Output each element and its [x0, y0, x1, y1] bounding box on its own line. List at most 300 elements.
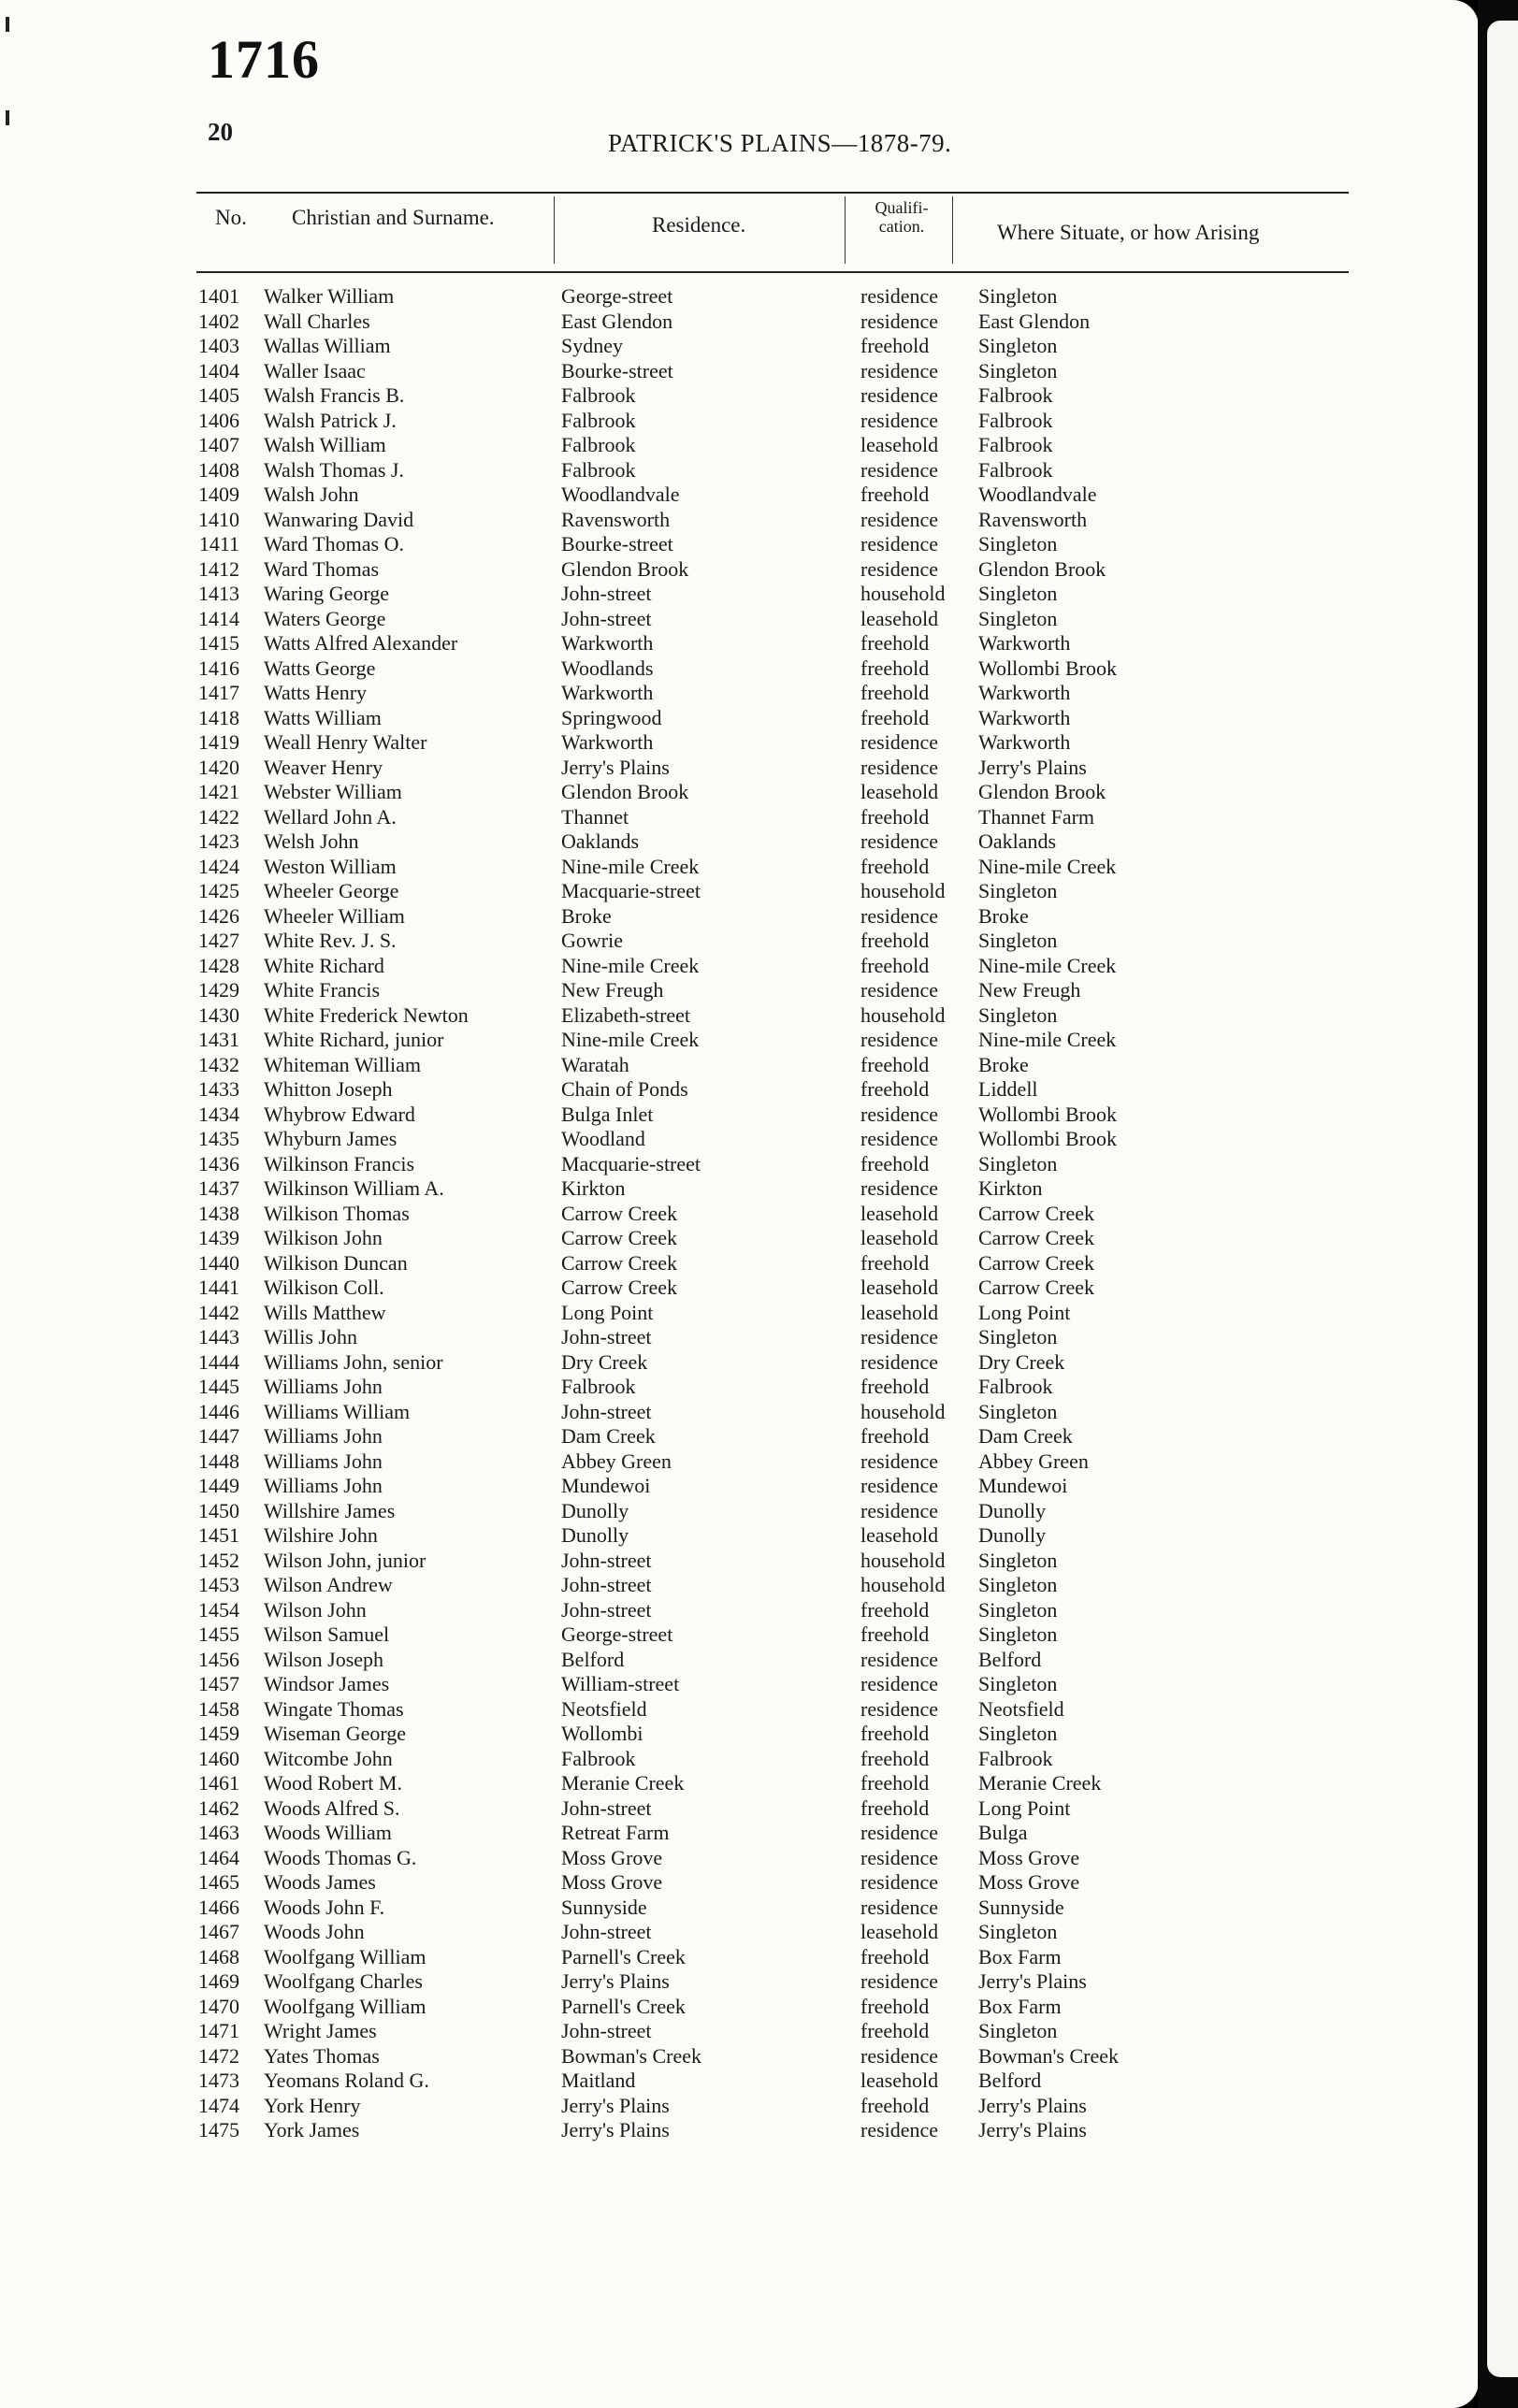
entry-name: Wilkinson William A.: [264, 1176, 444, 1200]
table-row: [0, 1400, 1478, 1425]
entry-qualification: household: [860, 1399, 946, 1423]
entry-residence: Retreat Farm: [561, 1821, 670, 1844]
table-row: [0, 631, 1478, 656]
entry-number: 1414: [198, 606, 239, 630]
entry-residence: Wollombi: [561, 1722, 643, 1745]
entry-residence: John-street: [561, 1399, 652, 1423]
entry-residence: Warkworth: [561, 631, 654, 655]
entry-number: 1434: [198, 1102, 239, 1126]
table-row: [0, 1870, 1478, 1896]
entry-name: Yeomans Roland G.: [264, 2069, 429, 2092]
entry-number: 1413: [198, 582, 239, 605]
entry-number: 1460: [198, 1746, 239, 1770]
entry-residence: Jerry's Plains: [561, 1969, 670, 1993]
entry-qualification: leasehold: [860, 1523, 939, 1547]
entry-number: 1428: [198, 953, 239, 977]
entry-qualification: leasehold: [860, 1300, 939, 1324]
entry-residence: Jerry's Plains: [561, 2093, 670, 2117]
entry-where: Singleton: [978, 606, 1058, 630]
entry-name: Wood Robert M.: [264, 1771, 402, 1795]
entry-number: 1475: [198, 2118, 239, 2141]
entry-residence: Parnell's Creek: [561, 1994, 686, 2018]
entry-qualification: freehold: [860, 804, 930, 829]
entry-qualification: residence: [860, 358, 939, 382]
entry-where: Thannet Farm: [978, 804, 1095, 829]
entry-residence: Carrow Creek: [561, 1201, 678, 1225]
table-row: [0, 284, 1478, 310]
entry-where: Bulga: [978, 1821, 1028, 1844]
entry-residence: Glendon Brook: [561, 780, 689, 803]
entry-qualification: freehold: [860, 1994, 930, 2018]
entry-qualification: household: [860, 879, 946, 902]
table-row: [0, 1350, 1478, 1376]
table-row: [0, 1573, 1478, 1598]
entry-where: Box Farm: [978, 1944, 1062, 1968]
entry-where: Falbrook: [978, 1746, 1053, 1770]
table-row: [0, 1003, 1478, 1029]
entry-qualification: residence: [860, 755, 939, 779]
margin-mark: [6, 17, 9, 32]
entry-number: 1465: [198, 1870, 239, 1894]
entry-name: Weall Henry Walter: [264, 730, 427, 754]
column-divider: [554, 196, 555, 264]
table-row: [0, 829, 1478, 855]
entry-number: 1450: [198, 1498, 239, 1522]
entry-number: 1406: [198, 408, 239, 432]
entry-qualification: residence: [860, 383, 939, 407]
entry-residence: Elizabeth-street: [561, 1002, 691, 1027]
entry-qualification: freehold: [860, 2093, 930, 2117]
entry-qualification: leasehold: [860, 1276, 939, 1299]
entry-where: Singleton: [978, 2019, 1058, 2042]
table-row: [0, 1747, 1478, 1772]
entry-qualification: freehold: [860, 854, 930, 878]
entry-residence: Belford: [561, 1647, 625, 1671]
entry-qualification: residence: [860, 1449, 939, 1473]
entry-name: Woods James: [264, 1870, 376, 1894]
entry-where: Warkworth: [978, 730, 1071, 754]
entry-number: 1438: [198, 1201, 239, 1225]
entry-number: 1433: [198, 1077, 239, 1101]
entry-residence: Falbrook: [561, 408, 636, 432]
entry-name: Watts Alfred Alexander: [264, 631, 458, 655]
entry-where: Ravensworth: [978, 507, 1088, 531]
table-row: [0, 409, 1478, 434]
entry-where: Kirkton: [978, 1176, 1043, 1200]
entry-qualification: leasehold: [860, 433, 939, 456]
entry-residence: Long Point: [561, 1300, 654, 1324]
entry-number: 1441: [198, 1276, 239, 1299]
entry-number: 1401: [198, 284, 239, 308]
entry-qualification: residence: [860, 1696, 939, 1721]
entry-number: 1467: [198, 1920, 239, 1943]
entry-where: Singleton: [978, 1548, 1058, 1572]
column-divider: [845, 196, 846, 264]
entry-qualification: leasehold: [860, 780, 939, 803]
entry-name: Wilkison John: [264, 1226, 383, 1249]
entry-qualification: freehold: [860, 1771, 930, 1795]
entry-residence: Bourke-street: [561, 358, 673, 382]
entry-where: Wollombi Brook: [978, 1127, 1117, 1150]
entry-qualification: residence: [860, 1028, 939, 1051]
entry-name: Whyburn James: [264, 1127, 398, 1150]
entry-qualification: residence: [860, 1127, 939, 1150]
entry-name: Williams John: [264, 1424, 383, 1448]
table-row: [0, 1672, 1478, 1697]
entry-number: 1432: [198, 1052, 239, 1076]
table-row: [0, 607, 1478, 632]
table-row: [0, 1796, 1478, 1822]
entry-name: Waller Isaac: [264, 358, 366, 382]
entry-name: Wall Charles: [264, 309, 370, 333]
entry-name: Wilson Joseph: [264, 1647, 384, 1671]
entry-where: Dunolly: [978, 1498, 1047, 1522]
table-row: [0, 756, 1478, 781]
entry-residence: Moss Grove: [561, 1845, 663, 1869]
entry-where: Moss Grove: [978, 1870, 1080, 1894]
entry-qualification: residence: [860, 309, 939, 333]
table-row: [0, 1474, 1478, 1499]
entry-qualification: freehold: [860, 483, 930, 506]
entry-qualification: freehold: [860, 1795, 930, 1820]
table-row: [0, 1821, 1478, 1846]
entry-qualification: freehold: [860, 929, 930, 952]
entry-name: Welsh John: [264, 829, 359, 853]
entry-where: Warkworth: [978, 681, 1071, 704]
entry-where: Long Point: [978, 1300, 1071, 1324]
entry-qualification: household: [860, 1573, 946, 1596]
entry-residence: John-street: [561, 2019, 652, 2042]
entry-residence: Falbrook: [561, 383, 636, 407]
entry-qualification: freehold: [860, 705, 930, 729]
entry-qualification: freehold: [860, 1375, 930, 1398]
entry-name: White Rev. J. S.: [264, 929, 397, 952]
entry-residence: Mundewoi: [561, 1474, 651, 1497]
entry-qualification: residence: [860, 556, 939, 581]
entry-number: 1464: [198, 1845, 239, 1869]
entry-residence: John-street: [561, 1573, 652, 1596]
entry-qualification: freehold: [860, 1722, 930, 1745]
header-where: Where Situate, or how Arising: [997, 221, 1260, 244]
table-row: [0, 2019, 1478, 2044]
entry-qualification: residence: [860, 1102, 939, 1126]
entry-where: East Glendon: [978, 309, 1091, 333]
entry-qualification: household: [860, 1002, 946, 1027]
entry-residence: Bowman's Creek: [561, 2043, 701, 2068]
entry-residence: John-street: [561, 606, 652, 630]
entry-name: Wiseman George: [264, 1722, 407, 1745]
entry-where: Singleton: [978, 879, 1058, 902]
entry-where: Broke: [978, 903, 1029, 928]
table-row: [0, 904, 1478, 930]
entry-number: 1426: [198, 903, 239, 928]
header-qualification: Qualifi-cation.: [875, 198, 929, 236]
entry-number: 1424: [198, 854, 239, 878]
entry-residence: Dunolly: [561, 1523, 629, 1547]
entry-name: Williams William: [264, 1399, 411, 1423]
entry-number: 1461: [198, 1771, 239, 1795]
table-row: [0, 656, 1478, 682]
table-row: [0, 1523, 1478, 1549]
entry-name: Watts William: [264, 705, 382, 729]
table-row: [0, 954, 1478, 979]
entry-name: Willshire James: [264, 1498, 396, 1522]
entry-name: Willis John: [264, 1325, 357, 1348]
entry-number: 1422: [198, 804, 239, 829]
entry-where: Nine-mile Creek: [978, 1028, 1117, 1051]
entry-name: Webster William: [264, 780, 402, 803]
entry-residence: Dam Creek: [561, 1424, 656, 1448]
entry-name: Wright James: [264, 2019, 377, 2042]
entry-number: 1431: [198, 1028, 239, 1051]
entry-name: York Henry: [264, 2093, 361, 2117]
entry-name: Walsh Thomas J.: [264, 457, 404, 482]
entry-number: 1415: [198, 631, 239, 655]
entry-where: Dry Creek: [978, 1349, 1065, 1374]
table-row: [0, 532, 1478, 557]
entry-residence: Broke: [561, 903, 612, 928]
entry-residence: Springwood: [561, 705, 662, 729]
entry-number: 1418: [198, 705, 239, 729]
entry-where: Jerry's Plains: [978, 2093, 1087, 2117]
entry-qualification: residence: [860, 2043, 939, 2068]
column-divider: [952, 196, 953, 264]
entry-name: Woods Alfred S.: [264, 1795, 400, 1820]
entry-residence: Ravensworth: [561, 507, 671, 531]
entry-where: Singleton: [978, 532, 1058, 555]
table-row: [0, 1722, 1478, 1747]
entry-qualification: freehold: [860, 1151, 930, 1175]
entry-where: Wollombi Brook: [978, 1102, 1117, 1126]
table-row: [0, 978, 1478, 1003]
table-row: [0, 383, 1478, 409]
table-row: [0, 334, 1478, 359]
table-row: [0, 780, 1478, 805]
entry-name: Wilkison Thomas: [264, 1201, 410, 1225]
entry-qualification: freehold: [860, 2019, 930, 2042]
entry-residence: Falbrook: [561, 457, 636, 482]
entry-number: 1445: [198, 1375, 239, 1398]
table-row: [0, 929, 1478, 954]
entry-where: Glendon Brook: [978, 780, 1106, 803]
entry-residence: Chain of Ponds: [561, 1077, 688, 1101]
entry-name: Wanwaring David: [264, 507, 414, 531]
entry-residence: Dry Creek: [561, 1349, 648, 1374]
entry-number: 1421: [198, 780, 239, 803]
entry-qualification: leasehold: [860, 1201, 939, 1225]
entry-where: Neotsfield: [978, 1696, 1064, 1721]
entry-number: 1444: [198, 1349, 239, 1374]
entry-residence: Macquarie-street: [561, 1151, 701, 1175]
table-row: [0, 1622, 1478, 1648]
table-row: [0, 1846, 1478, 1871]
entry-residence: Meranie Creek: [561, 1771, 685, 1795]
table-row: [0, 1325, 1478, 1350]
entry-qualification: leasehold: [860, 606, 939, 630]
entry-number: 1405: [198, 383, 239, 407]
entry-where: Glendon Brook: [978, 556, 1106, 581]
entry-number: 1453: [198, 1573, 239, 1596]
entry-where: Nine-mile Creek: [978, 854, 1117, 878]
table-row: [0, 359, 1478, 384]
entry-where: Singleton: [978, 358, 1058, 382]
entry-residence: Oaklands: [561, 829, 640, 853]
entry-number: 1446: [198, 1399, 239, 1423]
entry-name: Weaver Henry: [264, 755, 383, 779]
entry-number: 1410: [198, 507, 239, 531]
entry-name: Wallas William: [264, 334, 391, 357]
entry-residence: Sunnyside: [561, 1895, 647, 1919]
entry-residence: Maitland: [561, 2069, 636, 2092]
table-row: [0, 1176, 1478, 1202]
entry-number: 1437: [198, 1176, 239, 1200]
entry-where: Carrow Creek: [978, 1226, 1095, 1249]
entry-residence: Falbrook: [561, 1375, 636, 1398]
entry-qualification: household: [860, 582, 946, 605]
entry-number: 1409: [198, 483, 239, 506]
entry-number: 1443: [198, 1325, 239, 1348]
entry-qualification: residence: [860, 730, 939, 754]
entry-where: Dam Creek: [978, 1424, 1073, 1448]
entry-residence: Kirkton: [561, 1176, 626, 1200]
entry-residence: John-street: [561, 1795, 652, 1820]
entry-name: Weston William: [264, 854, 397, 878]
entry-number: 1442: [198, 1300, 239, 1324]
entry-residence: Warkworth: [561, 730, 654, 754]
entry-qualification: freehold: [860, 631, 930, 655]
table-row: [0, 582, 1478, 607]
table-row: [0, 1896, 1478, 1921]
entry-qualification: freehold: [860, 1052, 930, 1076]
entry-residence: Jerry's Plains: [561, 755, 670, 779]
table-row: [0, 1648, 1478, 1673]
entry-name: Woods Thomas G.: [264, 1845, 417, 1869]
entry-qualification: residence: [860, 1895, 939, 1919]
entry-residence: Woodlandvale: [561, 483, 680, 506]
entry-qualification: residence: [860, 1474, 939, 1497]
table-row: [0, 2069, 1478, 2094]
entry-qualification: residence: [860, 1969, 939, 1993]
entry-where: Broke: [978, 1052, 1029, 1076]
entry-name: Wingate Thomas: [264, 1696, 404, 1721]
table-row: [0, 1276, 1478, 1301]
entry-name: Williams John: [264, 1474, 383, 1497]
entry-where: Singleton: [978, 1399, 1058, 1423]
entry-qualification: residence: [860, 457, 939, 482]
entry-name: Wheeler George: [264, 879, 399, 902]
entry-residence: John-street: [561, 1597, 652, 1622]
entry-number: 1449: [198, 1474, 239, 1497]
entry-number: 1429: [198, 978, 239, 1002]
entry-qualification: leasehold: [860, 1920, 939, 1943]
entry-qualification: leasehold: [860, 1226, 939, 1249]
entry-where: Bowman's Creek: [978, 2043, 1119, 2068]
entry-qualification: residence: [860, 1647, 939, 1671]
entry-residence: George-street: [561, 284, 673, 308]
entry-number: 1463: [198, 1821, 239, 1844]
entry-number: 1471: [198, 2019, 239, 2042]
table-row: [0, 879, 1478, 904]
entry-name: White Frederick Newton: [264, 1002, 469, 1027]
table-row: [0, 1449, 1478, 1475]
entry-residence: Falbrook: [561, 433, 636, 456]
entry-qualification: leasehold: [860, 2069, 939, 2092]
table-row: [0, 1103, 1478, 1128]
entry-residence: Bourke-street: [561, 532, 673, 555]
entry-name: Waring George: [264, 582, 390, 605]
entry-where: Nine-mile Creek: [978, 953, 1117, 977]
entry-number: 1412: [198, 556, 239, 581]
entry-name: Whybrow Edward: [264, 1102, 415, 1126]
entry-qualification: residence: [860, 978, 939, 1002]
table-row: [0, 730, 1478, 756]
entry-name: Wilkinson Francis: [264, 1151, 415, 1175]
table-row: [0, 2044, 1478, 2069]
entry-qualification: residence: [860, 532, 939, 555]
entry-name: Walsh William: [264, 433, 386, 456]
entry-name: Woods John F.: [264, 1895, 385, 1919]
table-row: [0, 1375, 1478, 1400]
table-row: [0, 1995, 1478, 2020]
entry-name: Wilson Samuel: [264, 1622, 390, 1646]
header-residence: Residence.: [652, 213, 746, 237]
entry-name: Walsh Francis B.: [264, 383, 405, 407]
entry-residence: William-street: [561, 1672, 680, 1695]
entry-residence: John-street: [561, 1325, 652, 1348]
entry-qualification: residence: [860, 1498, 939, 1522]
entry-number: 1416: [198, 656, 239, 680]
table-row: [0, 1499, 1478, 1524]
entry-qualification: freehold: [860, 1424, 930, 1448]
entry-residence: East Glendon: [561, 309, 673, 333]
entry-qualification: freehold: [860, 953, 930, 977]
entry-name: Walsh John: [264, 483, 359, 506]
facing-page-edge: [1487, 21, 1518, 2377]
entry-where: Jerry's Plains: [978, 755, 1087, 779]
table-row: [0, 1301, 1478, 1326]
entry-number: 1439: [198, 1226, 239, 1249]
folio-stamp: 1716: [208, 29, 320, 90]
entry-name: Wilson John: [264, 1597, 367, 1622]
entry-where: Jerry's Plains: [978, 2118, 1087, 2141]
table-row: [0, 706, 1478, 731]
table-header: [0, 193, 1478, 271]
entry-name: Ward Thomas O.: [264, 532, 404, 555]
entry-where: Singleton: [978, 582, 1058, 605]
entry-where: Falbrook: [978, 457, 1053, 482]
entry-number: 1440: [198, 1250, 239, 1275]
entry-number: 1468: [198, 1944, 239, 1968]
entry-number: 1407: [198, 433, 239, 456]
table-row: [0, 2118, 1478, 2143]
entry-number: 1436: [198, 1151, 239, 1175]
entry-number: 1458: [198, 1696, 239, 1721]
entry-where: Carrow Creek: [978, 1276, 1095, 1299]
table-row: [0, 855, 1478, 880]
table-row: [0, 310, 1478, 335]
entry-name: Windsor James: [264, 1672, 390, 1695]
entry-where: Singleton: [978, 284, 1058, 308]
table-row: [0, 1697, 1478, 1723]
entry-number: 1430: [198, 1002, 239, 1027]
entry-where: Falbrook: [978, 433, 1053, 456]
entry-qualification: freehold: [860, 1597, 930, 1622]
entry-name: Wilkison Coll.: [264, 1276, 384, 1299]
entry-where: Moss Grove: [978, 1845, 1080, 1869]
page-number: 20: [208, 118, 233, 146]
entry-qualification: residence: [860, 1821, 939, 1844]
entry-residence: Nine-mile Creek: [561, 1028, 700, 1051]
